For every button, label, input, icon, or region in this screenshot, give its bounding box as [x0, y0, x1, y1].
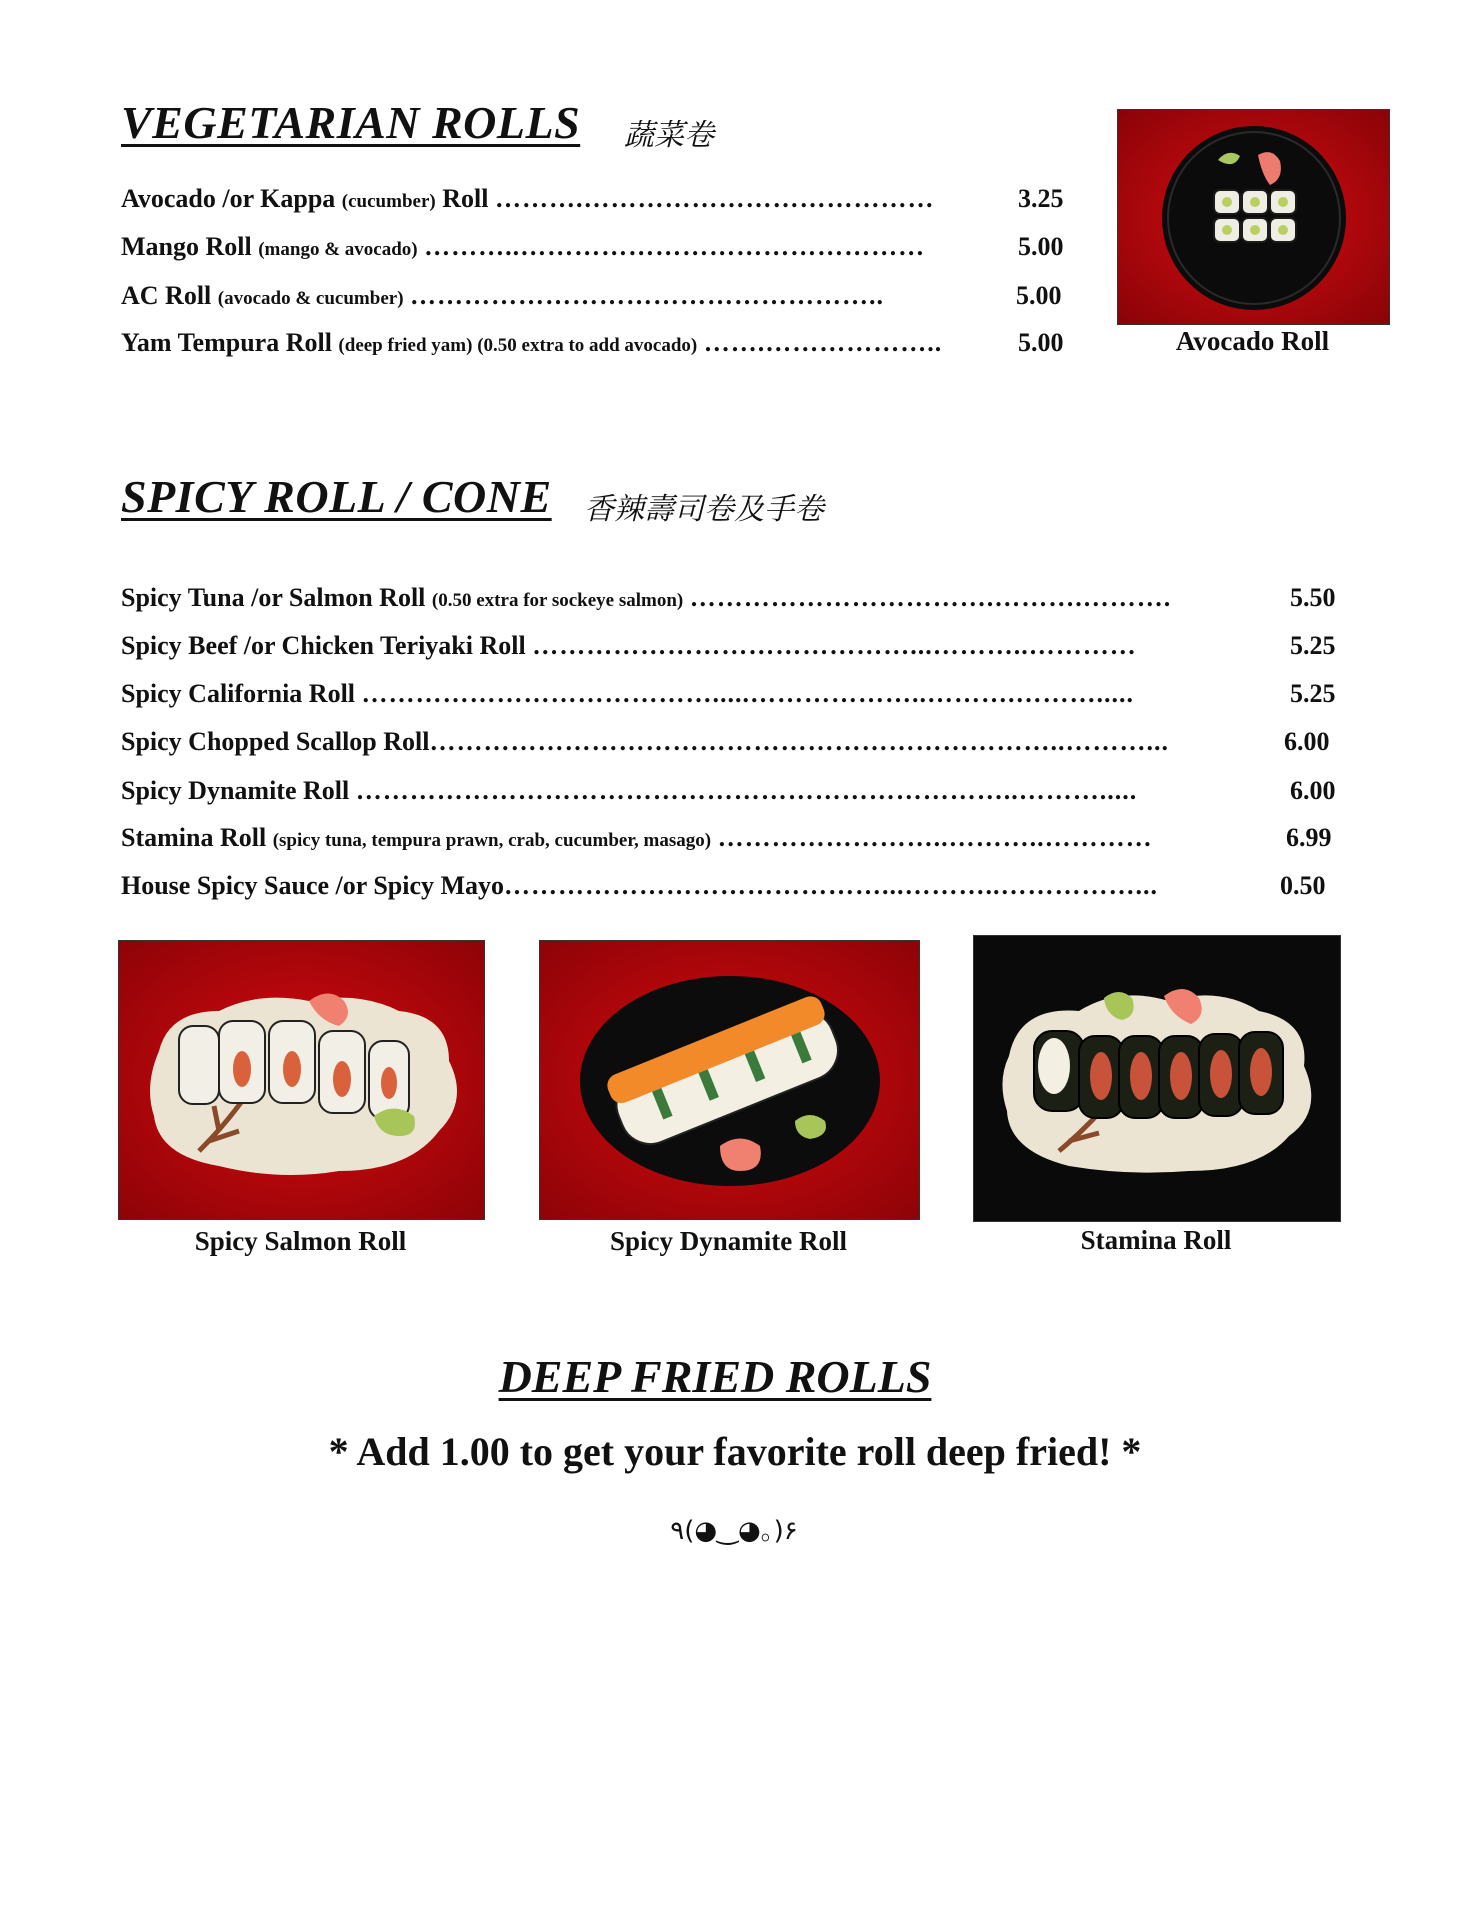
spicy-title-cn: 香辣壽司卷及手卷 [584, 492, 824, 527]
leader-dots: ………..……………………………………… [424, 232, 926, 261]
spicy-title [121, 470, 552, 523]
item-name: Spicy Beef /or Chicken Teriyaki Roll [121, 631, 526, 660]
item-name-suffix: Roll [442, 184, 489, 213]
vegetarian-title-text: VEGETARIAN ROLLS [121, 97, 581, 148]
spicy-dynamite-roll-caption: Spicy Dynamite Roll [609, 1226, 847, 1256]
price-ac: 5.00 [1016, 281, 1062, 310]
menu-item-ac [121, 281, 884, 314]
leader-dots: ………………………………….....………………..……….………..... [361, 679, 1135, 708]
leader-dots: …….……………….. [703, 328, 943, 357]
vegetarian-title [121, 96, 580, 149]
deep-fried-title [0, 1350, 1430, 1403]
menu-item-spicy-california [121, 679, 1134, 709]
menu-item-spicy-scallop [121, 727, 1169, 757]
item-note: (deep fried yam) (0.50 extra to add avocado) [338, 335, 698, 356]
price-spicy-tuna-salmon: 5.50 [1290, 583, 1336, 612]
spicy-dynamite-roll-photo [539, 940, 920, 1220]
item-name: AC Roll [121, 281, 212, 310]
item-note: (avocado & cucumber) [217, 288, 404, 309]
price-house-sauce: 0.50 [1280, 871, 1326, 900]
leader-dots: ……………………..………..………… [717, 823, 1153, 852]
menu-item-stamina [121, 823, 1153, 856]
price-mango: 5.00 [1018, 232, 1064, 261]
item-note: (cucumber) [341, 191, 436, 212]
avocado-roll-photo [1117, 109, 1390, 325]
spicy-salmon-roll-photo [118, 940, 485, 1220]
deep-fried-tagline: * Add 1.00 to get your favorite roll deep fried! * [328, 1429, 1142, 1474]
price-spicy-dynamite: 6.00 [1290, 776, 1336, 805]
item-note: (spicy tuna, tempura prawn, crab, cucumber, masago) [272, 830, 712, 851]
stamina-roll-caption: Stamina Roll [1080, 1225, 1232, 1255]
leader-dots: ……………………………………...………..……………... [504, 871, 1159, 900]
leader-dots: ……….………………………………… [494, 184, 935, 213]
leader-dots: ……………………………………………………………..………... [429, 727, 1169, 756]
leader-dots: …………………………….……….………. [689, 583, 1172, 612]
price-avocado-kappa: 3.25 [1018, 184, 1064, 213]
menu-item-yam-tempura [121, 328, 942, 361]
item-name: Spicy Tuna /or Salmon Roll [121, 583, 426, 612]
spicy-title-text: SPICY ROLL / CONE [121, 471, 552, 522]
avocado-roll-caption: Avocado Roll [1175, 326, 1330, 356]
item-name: Spicy California Roll [121, 679, 356, 708]
spicy-salmon-roll-caption: Spicy Salmon Roll [194, 1226, 407, 1256]
menu-item-spicy-dynamite [121, 776, 1137, 806]
item-name: Yam Tempura Roll [121, 328, 332, 357]
leader-dots: ………………………………………………………………..………..... [355, 776, 1138, 805]
item-name: Stamina Roll [121, 823, 267, 852]
menu-item-house-sauce [121, 871, 1158, 901]
item-name: Mango Roll [121, 232, 252, 261]
price-spicy-beef-chicken: 5.25 [1290, 631, 1336, 660]
vegetarian-title-cn: 蔬菜卷 [624, 118, 714, 153]
item-name: House Spicy Sauce /or Spicy Mayo [121, 871, 505, 900]
kaomoji: ٩(◕‿◕｡)۶ [670, 1516, 798, 1546]
item-note: (0.50 extra for sockeye salmon) [431, 590, 684, 611]
leader-dots: ……………………………………...………..………… [532, 631, 1137, 660]
price-spicy-scallop: 6.00 [1284, 727, 1330, 756]
price-stamina: 6.99 [1286, 823, 1332, 852]
price-yam-tempura: 5.00 [1018, 328, 1064, 357]
menu-item-avocado-kappa [121, 184, 934, 217]
deep-fried-title-text: DEEP FRIED ROLLS [498, 1351, 932, 1402]
item-name: Avocado /or Kappa [121, 184, 336, 213]
item-name: Spicy Chopped Scallop Roll [121, 727, 430, 756]
leader-dots: …………………………………………….. [410, 281, 885, 310]
item-note: (mango & avocado) [258, 239, 418, 260]
stamina-roll-photo [973, 935, 1341, 1222]
menu-item-mango [121, 232, 925, 265]
item-name: Spicy Dynamite Roll [121, 776, 350, 805]
menu-item-spicy-beef-chicken [121, 631, 1137, 661]
price-spicy-california: 5.25 [1290, 679, 1336, 708]
menu-item-spicy-tuna-salmon [121, 583, 1171, 616]
